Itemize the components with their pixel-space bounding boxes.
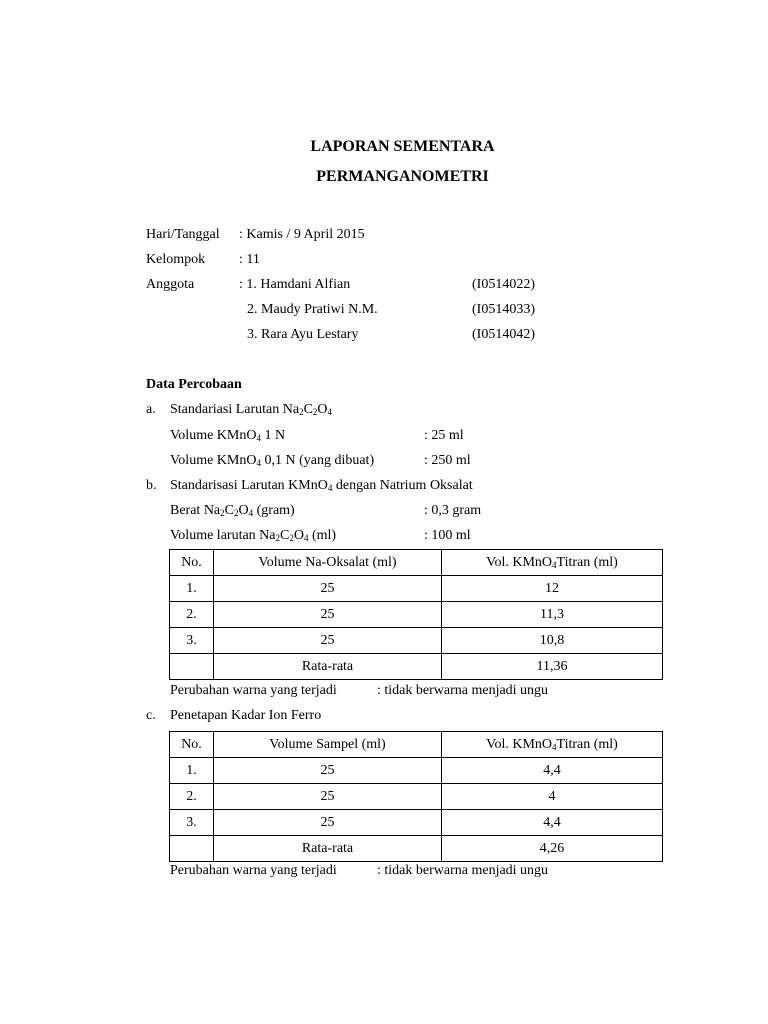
cell-volume: 25 (214, 628, 442, 654)
table-row (170, 758, 663, 784)
header-no: No. (170, 550, 214, 576)
part-c-color-label: Perubahan warna yang terjadi (170, 863, 337, 878)
header-volume: Volume Sampel (ml) (214, 732, 442, 758)
part-a-row2-value: : 250 ml (424, 453, 471, 468)
member-id: (I0514042) (472, 327, 535, 342)
header-titrant: Vol. KMnO$_4$Titran (ml) (442, 732, 663, 758)
cell-titrant: 4 (442, 784, 663, 810)
part-b-row2-value: : 100 ml (424, 528, 471, 543)
part-a-title: Standariasi Larutan $Na_2C_2O_4$ (170, 402, 333, 417)
part-c-marker: c. (146, 708, 156, 723)
part-b-marker: b. (146, 478, 157, 493)
part-b-title: Standarisasi Larutan KMnO$_4$ dengan Natrium Oksalat (170, 478, 473, 493)
table-average-row (170, 836, 663, 862)
member-name: : 1. Hamdani Alfian (239, 277, 351, 292)
cell-empty (170, 654, 214, 680)
cell-no: 3. (170, 628, 214, 654)
cell-average-label: Rata-rata (214, 836, 442, 862)
header-titrant: Vol. KMnO$_4$Titran (ml) (442, 550, 663, 576)
part-b-color-value: : tidak berwarna menjadi ungu (377, 683, 549, 698)
part-b-color-label: Perubahan warna yang terjadi (170, 683, 337, 698)
cell-average-value: 4,26 (442, 836, 663, 862)
group-value: : 11 (239, 252, 260, 267)
table-row (170, 628, 663, 654)
member-id: (I0514022) (472, 277, 535, 292)
cell-volume: 25 (214, 758, 442, 784)
cell-no: 1. (170, 576, 214, 602)
cell-titrant: 10,8 (442, 628, 663, 654)
day-value: : Kamis / 9 April 2015 (239, 227, 365, 242)
group-label: Kelompok (146, 252, 206, 267)
member-id: (I0514033) (472, 302, 535, 317)
titration-table-b (169, 549, 663, 680)
members-label: Anggota (146, 277, 195, 292)
cell-titrant: 12 (442, 576, 663, 602)
cell-titrant: 11,3 (442, 602, 663, 628)
cell-no: 1. (170, 758, 214, 784)
table-row (170, 602, 663, 628)
table-average-row (170, 654, 663, 680)
member-name: 3. Rara Ayu Lestary (247, 327, 359, 342)
part-c-title: Penetapan Kadar Ion Ferro (170, 708, 322, 723)
titration-table-c (169, 731, 663, 862)
section-title: Data Percobaan (146, 377, 242, 392)
part-b-row1-label: Berat $Na_2C_2O_4$ (gram) (170, 503, 295, 518)
cell-volume: 25 (214, 602, 442, 628)
part-a-marker: a. (146, 402, 156, 417)
cell-no: 2. (170, 784, 214, 810)
cell-volume: 25 (214, 576, 442, 602)
cell-no: 2. (170, 602, 214, 628)
part-a-row1-value: : 25 ml (424, 428, 464, 443)
part-a-row1-label: Volume KMnO$_4$ 1 N (170, 428, 286, 443)
table-row (170, 810, 663, 836)
report-title: LAPORAN SEMENTARA (310, 138, 495, 155)
table-row (170, 784, 663, 810)
report-subtitle: PERMANGANOMETRI (316, 168, 489, 185)
day-label: Hari/Tanggal (146, 227, 220, 242)
cell-titrant: 4,4 (442, 810, 663, 836)
cell-no: 3. (170, 810, 214, 836)
cell-volume: 25 (214, 810, 442, 836)
cell-empty (170, 836, 214, 862)
part-b-row2-label: Volume larutan $Na_2C_2O_4$ (ml) (170, 528, 337, 543)
cell-volume: 25 (214, 784, 442, 810)
cell-average-value: 11,36 (442, 654, 663, 680)
header-volume: Volume Na-Oksalat (ml) (214, 550, 442, 576)
cell-titrant: 4,4 (442, 758, 663, 784)
table-header-row (170, 732, 663, 758)
table-header-row (170, 550, 663, 576)
part-b-row1-value: : 0,3 gram (424, 503, 482, 518)
part-a-row2-label: Volume KMnO$_4$ 0,1 N (yang dibuat) (170, 453, 375, 468)
header-no: No. (170, 732, 214, 758)
member-name: 2. Maudy Pratiwi N.M. (247, 302, 378, 317)
part-c-color-value: : tidak berwarna menjadi ungu (377, 863, 549, 878)
table-row (170, 576, 663, 602)
cell-average-label: Rata-rata (214, 654, 442, 680)
